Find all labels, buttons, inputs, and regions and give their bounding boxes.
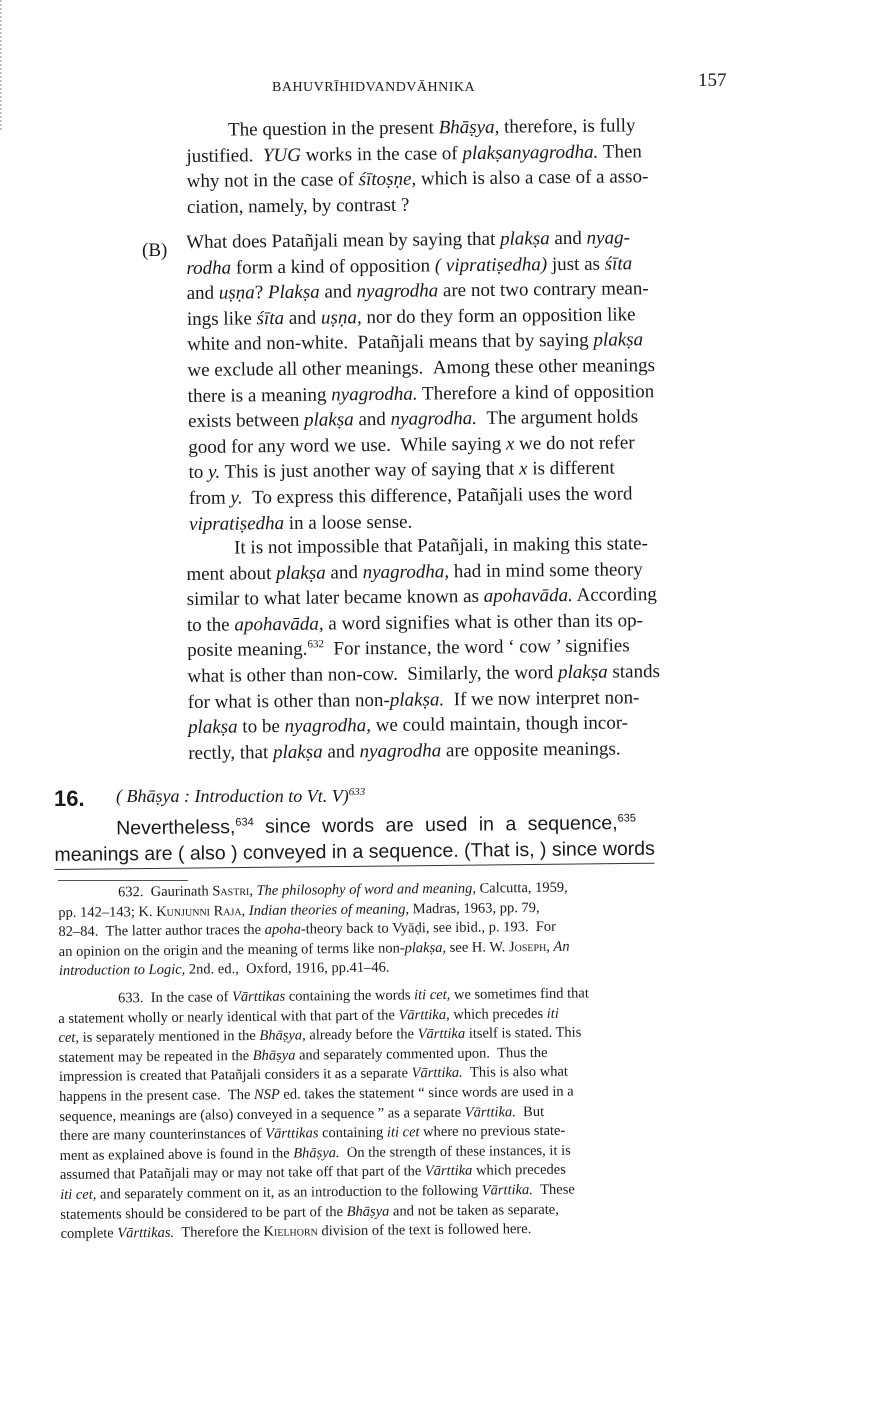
text-line: there is a meaning nyagrodha. Therefore a kind of opposition [187, 380, 655, 407]
text-line: vipratiṣedha in a loose sense. [188, 511, 413, 535]
footnote-line: there are many counterinstances of Vārttikas containing iti cet where no previous state- [59, 1122, 566, 1145]
footnote-line: complete Vārttikas. Therefore the Kielhorn division of the text is followed here. [60, 1221, 532, 1243]
text-line: for what is other than non-plakṣa. If we now interpret non- [187, 686, 640, 713]
text-line: It is not impossible that Patañjali, in making this state- [234, 533, 648, 559]
footnote-rule [58, 880, 188, 881]
footnote-line: impression is created that Patañjali considers it as a separate Vārttika. This is also what [58, 1064, 568, 1086]
footnote-line: a statement wholly or nearly identical with that part of the Vārttika, which precedes iti [58, 1005, 559, 1027]
text-line: ings like śīta and uṣṇa, nor do they form an opposition like [186, 304, 636, 330]
text-line: ment about plakṣa and nyagrodha, had in mind some theory [186, 558, 643, 585]
footnote-line: pp. 142–143; K. Kunjunni Raja, Indian theories of meaning, Madras, 1963, pp. 79, [58, 899, 540, 921]
paragraph-3 [186, 530, 748, 766]
footnote-line: 82–84. The latter author traces the apoha-theory back to Vyāḍi, see ibid., p. 193. For [58, 918, 557, 941]
text-line: and uṣṇa? Plakṣa and nyagrodha are not two contrary mean- [186, 278, 649, 305]
footnote-line: introduction to Logic, 2nd. ed., Oxford, 1916, pp.41–46. [58, 959, 390, 980]
footnote-line: statements should be considered to be part of the Bhāṣya and not be taken as separate, [60, 1201, 559, 1223]
text-line: The question in the present Bhāṣya, therefore, is fully [228, 115, 636, 141]
footnote-line: statement may be repeated in the Bhāṣya and separately commented upon. Thus the [58, 1044, 548, 1066]
text-line: posite meaning.$^{632}$ For instance, the word ‘ cow ’ signifies [187, 635, 630, 662]
text-line: ciation, namely, by contrast ? [186, 194, 410, 218]
text-line: rodha form a kind of opposition ( vipratiṣedha) just as śīta [186, 252, 633, 279]
text-line: to y. This is just another way of saying that x is different [188, 457, 615, 484]
footnote-line: ment as explained above is found in the Bhāṣya. On the strength of these instances, it is [59, 1142, 571, 1164]
text-line: What does Patañjali mean by saying that plakṣa and nyag- [186, 227, 630, 253]
footnote-line: iti cet, and separately comment on it, as an introduction to the following Vārttika. These [60, 1181, 575, 1203]
text-line: similar to what later became known as apohavāda. According [186, 584, 657, 611]
text-line: white and non-white. Patañjali means that by saying plakṣa [187, 329, 644, 356]
text-line: good for any word we use. While saying x we do not refer [188, 432, 635, 458]
footnote-line: assumed that Patañjali may or may not take off that part of the Vārttika which precedes [59, 1162, 566, 1184]
page-edge-mark [0, 0, 8, 130]
text-line: why not in the case of śītoṣṇe, which is also a case of a asso- [186, 166, 649, 193]
page-number: 157 [698, 70, 727, 91]
section-heading: ( Bhāṣya : Introduction to Vt. V)$^{633}$ [116, 786, 366, 806]
running-title: BAHUVRĪHIDVANDVĀHNIKA [272, 80, 476, 95]
sutra-line: meanings are ( also ) conveyed in a sequence. (That is, ) since words [54, 836, 655, 870]
text-line: to the apohavāda, a word signifies what is other than its op- [186, 610, 643, 636]
text-line: rectly, that plakṣa and nyagrodha are opposite meanings. [188, 738, 621, 764]
footnote-633 [58, 983, 761, 1245]
sutra-text [54, 809, 755, 870]
footnote-line: happens in the present case. The NSP ed. takes the statement “ since words are used in a [59, 1083, 574, 1105]
text-line: justified. YUG works in the case of plakṣanyagrodha. Then [186, 140, 642, 167]
footnote-line: sequence, meanings are (also) conveyed in a sequence ” as a separate Vārttika. But [59, 1103, 545, 1125]
footnote-line: an opinion on the origin and the meaning of terms like non-plakṣa, see H. W. Joseph, An [58, 938, 570, 960]
text-line: we exclude all other meanings. Among these other meanings [187, 355, 656, 381]
text-line: from y. To express this difference, Patañjali uses the word [188, 483, 633, 509]
footnote-line: 633. In the case of Vārttikas containing the words iti cet, we sometimes find that [118, 985, 589, 1007]
text-line: exists between plakṣa and nyagrodha. The argument holds [187, 406, 639, 433]
footnote-632 [58, 877, 759, 982]
paragraph-b [186, 224, 749, 537]
paragraph-b-label: (B) [142, 240, 168, 261]
text-line: plakṣa to be nyagrodha, we could maintain, though incor- [187, 712, 629, 739]
text-line: what is other than non-cow. Similarly, the word plakṣa stands [187, 661, 661, 687]
sutra-line: Nevertheless,$^{634}$ since words are used in a sequence,$^{635}$ [116, 812, 637, 840]
paragraph-1 [186, 112, 747, 220]
section-number: 16. [54, 786, 85, 811]
footnote-line: cet, is separately mentioned in the Bhāṣya, already before the Vārttika itself is stated. This [58, 1024, 582, 1047]
footnote-line: 632. Gaurinath Sastri, The philosophy of word and meaning, Calcutta, 1959, [118, 879, 568, 901]
